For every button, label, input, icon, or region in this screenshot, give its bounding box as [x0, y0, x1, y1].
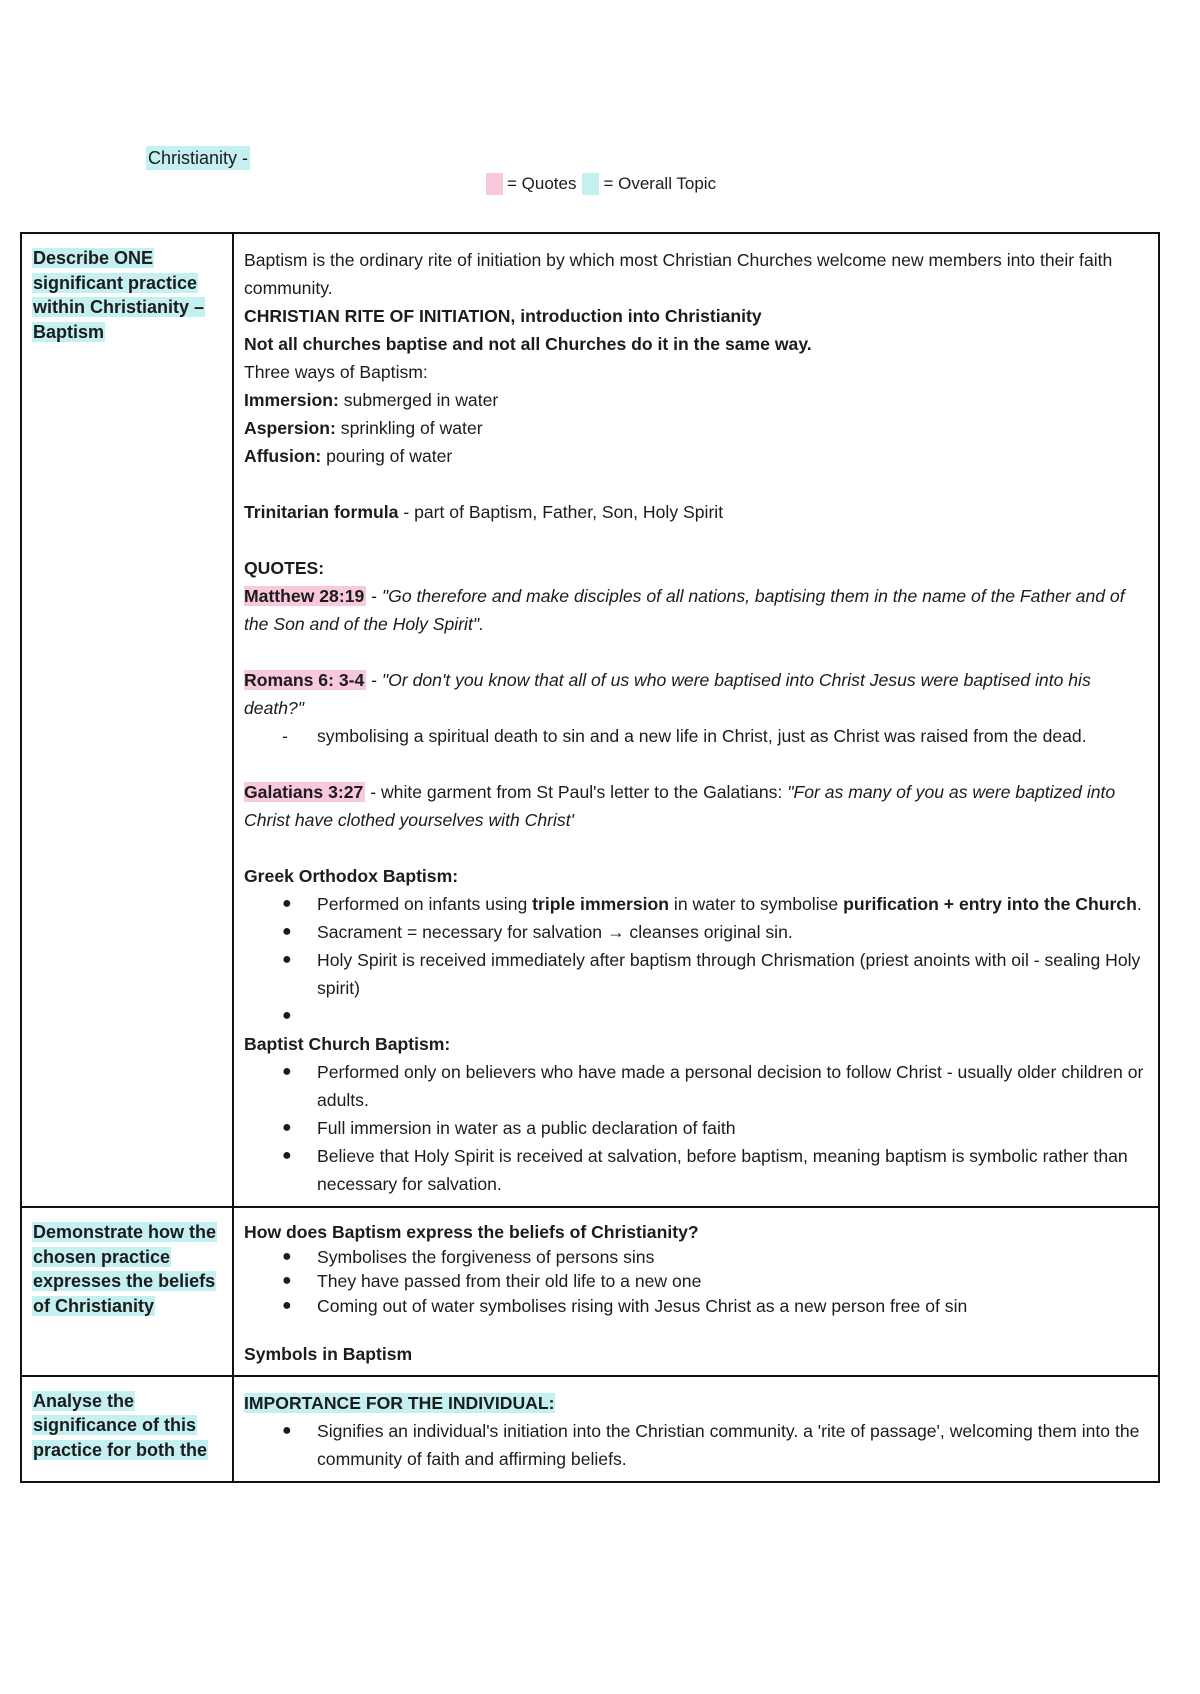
list-item: ● Sacrament = necessary for salvation → cleanses original sin.	[282, 922, 793, 942]
list-item: ●	[282, 1007, 292, 1024]
list-item: ● Signifies an individual's initiation into the Christian community. a 'rite of passage', welcoming them into the community of faith and affirming beliefs.	[282, 1420, 1140, 1469]
question-text: Analyse the significance of this practice for both the	[33, 1390, 208, 1460]
way-item: Affusion: pouring of water	[244, 446, 453, 466]
answer-cell	[233, 1207, 1159, 1376]
legend-label-topic: = Overall Topic	[603, 174, 717, 193]
list-item: ● They have passed from their old life to a new one	[282, 1271, 702, 1291]
quote-text: "For as many of you as were baptized into Christ have clothed yourselves with Christ'	[244, 782, 1116, 830]
quote-ref: Romans 6: 3-4	[244, 670, 365, 690]
quote-text: "Go therefore and make disciples of all nations, baptising them in the name of the Father and of the Son and of the Holy Spirit".	[244, 586, 1125, 634]
way-item: Immersion: submerged in water	[244, 390, 499, 410]
answer-cell	[233, 1376, 1159, 1482]
question-text: Describe ONE significant practice within Christianity – Baptism	[33, 248, 205, 342]
quote-ref: Matthew 28:19	[244, 586, 365, 606]
greek-heading: Greek Orthodox Baptism:	[244, 866, 459, 886]
three-ways-text: Three ways of Baptism:	[244, 362, 428, 382]
list-item: ● Full immersion in water as a public declaration of faith	[282, 1118, 736, 1138]
beliefs-heading: How does Baptism express the beliefs of Christianity?	[244, 1222, 699, 1242]
question-text: Demonstrate how the chosen practice expresses the beliefs of Christianity	[33, 1222, 217, 1316]
list-item: ● Coming out of water symbolises rising with Jesus Christ as a new person free of sin	[282, 1295, 968, 1316]
not-all-text: Not all churches baptise and not all Churches do it in the same way.	[244, 334, 812, 354]
legend-swatch-topic	[582, 173, 599, 195]
page-title: Christianity -	[148, 148, 249, 168]
legend	[486, 172, 716, 196]
table-row	[21, 233, 1159, 1207]
quotes-heading: QUOTES:	[244, 558, 325, 578]
question-cell	[21, 233, 233, 1207]
quote-romans: Romans 6: 3-4 - "Or don't you know that all of us who were baptised into Christ Jesus were baptised into his death?"	[244, 670, 1091, 718]
question-cell	[21, 1376, 233, 1482]
list-item: - symbolising a spiritual death to sin and a new life in Christ, just as Christ was raised from the dead.	[282, 726, 1087, 746]
list-item: ● Believe that Holy Spirit is received at salvation, before baptism, meaning baptism is symbolic rather than necessary for salvation.	[282, 1146, 1128, 1194]
list-item: ● Symbolises the forgiveness of persons sins	[282, 1246, 655, 1267]
quote-galatians: Galatians 3:27 - white garment from St Paul's letter to the Galatians: "For as many of you as were baptized into Christ have clothed yourselves with Christ'	[244, 782, 1116, 830]
symbols-heading: Symbols in Baptism	[244, 1344, 413, 1364]
legend-swatch-quotes	[486, 173, 503, 195]
baptist-heading: Baptist Church Baptism:	[244, 1034, 451, 1054]
intro-text: Baptism is the ordinary rite of initiation by which most Christian Churches welcome new members into their faith community.	[244, 250, 1113, 298]
list-item: ● Holy Spirit is received immediately after baptism through Chrismation (priest anoints with oil - sealing Holy spirit)	[282, 950, 1141, 998]
table-row	[21, 1376, 1159, 1482]
way-item: Aspersion: sprinkling of water	[244, 418, 483, 438]
importance-heading: IMPORTANCE FOR THE INDIVIDUAL:	[244, 1392, 555, 1413]
trinitarian-line: Trinitarian formula - part of Baptism, Father, Son, Holy Spirit	[244, 502, 724, 522]
rite-heading: CHRISTIAN RITE OF INITIATION, introduction into Christianity	[244, 306, 762, 326]
question-cell	[21, 1207, 233, 1376]
notes-table	[20, 232, 1160, 1483]
list-item: ● Performed on infants using triple immersion in water to symbolise purification + entry into the Church.	[282, 894, 1142, 914]
legend-label-quotes: = Quotes	[507, 174, 577, 193]
answer-cell	[233, 233, 1159, 1207]
quote-matthew: Matthew 28:19 - "Go therefore and make disciples of all nations, baptising them in the name of the Father and of the Son and of the Holy Spirit".	[244, 586, 1125, 634]
quote-ref: Galatians 3:27	[244, 782, 364, 802]
list-item: ● Performed only on believers who have made a personal decision to follow Christ - usually older children or adults.	[282, 1062, 1144, 1110]
table-row	[21, 1207, 1159, 1376]
quote-text: "Or don't you know that all of us who were baptised into Christ Jesus were baptised into his death?"	[244, 670, 1091, 718]
